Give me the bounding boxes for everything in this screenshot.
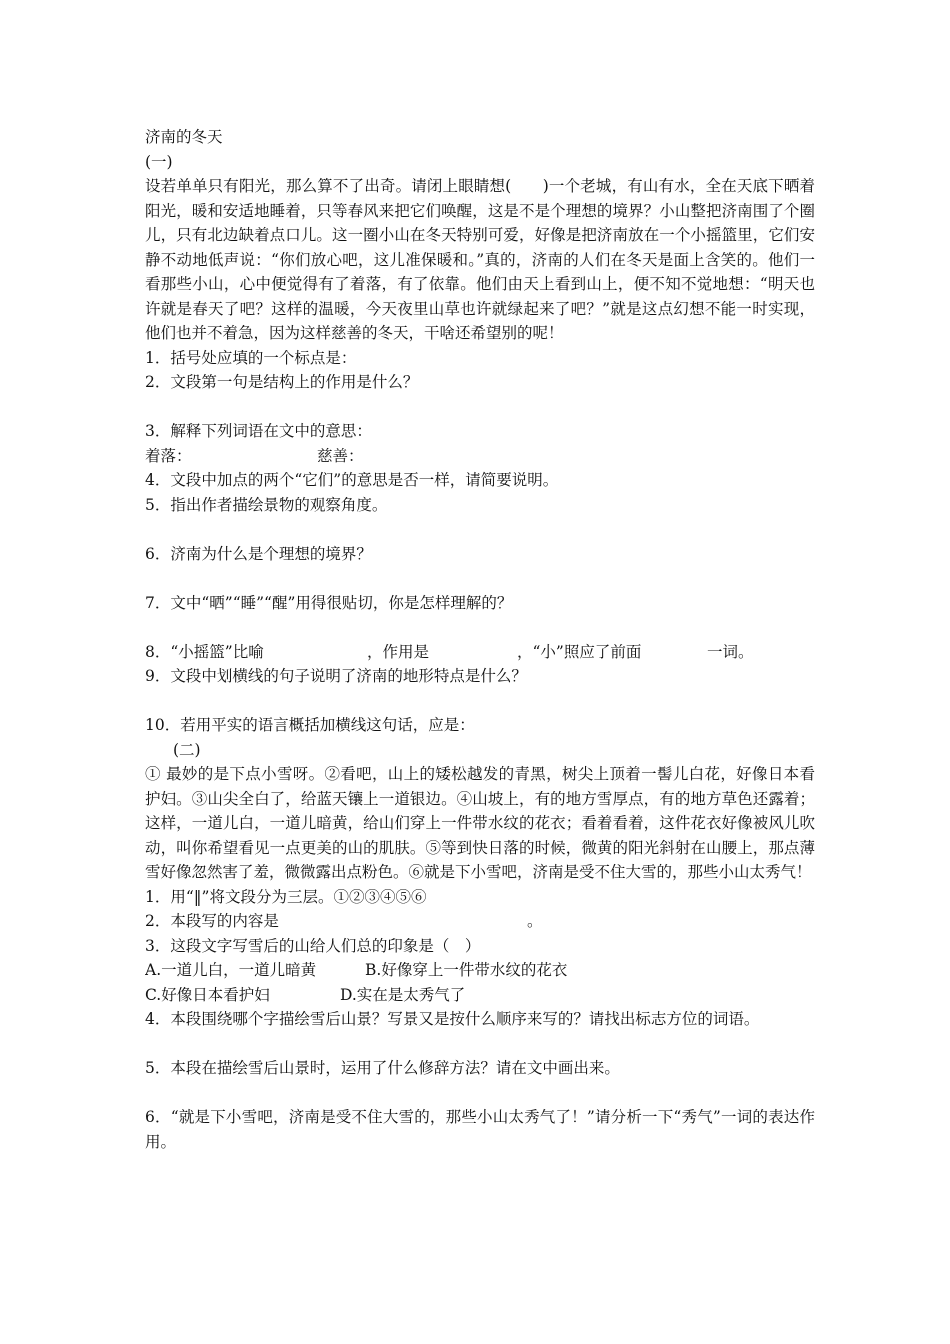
s2-question-6: 6．“就是下小雪吧，济南是受不住大雪的，那些小山太秀气了！”请分析一下“秀气”一词的表达作用。	[145, 1108, 815, 1151]
section-1-label: (一)	[145, 152, 173, 171]
answer-space	[145, 566, 815, 591]
q8-part-d: 一词。	[707, 642, 754, 661]
s1-question-8	[145, 640, 815, 665]
s2-question-1: 1．用“‖”将文段分为三层。①②③④⑤⑥	[145, 887, 427, 906]
q2-part-b: 。	[527, 912, 543, 930]
answer-space	[145, 517, 815, 542]
q8-part-b: ，作用是	[367, 642, 430, 661]
s2-options-cd	[145, 983, 815, 1008]
s1-question-3: 3．解释下列词语在文中的意思：	[145, 422, 372, 440]
answer-space	[145, 1081, 815, 1106]
s1-question-3-terms	[145, 444, 815, 469]
worksheet	[145, 125, 815, 1154]
section-2-passage: ① 最妙的是下点小雪呀。②看吧，山上的矮松越发的青黑，树尖上顶着一髻儿白花，好像日本看护妇。③山尖全白了，给蓝天镶上一道银边。④山坡上，有的地方雪厚点，有的地方草色还露着；这样，一道儿白，一道儿暗黄，给山们穿上一件带水纹的花衣；看着看着，这件花衣好像被风儿吹动，叫你希望看见一点更美的山的肌肤。⑤等到快日落的时候，微黄的阳光斜射在山腰上，那点薄雪好像忽然害了羞，微微露出点粉色。⑥就是下小雪吧，济南是受不住大雪的，那些小山太秀气！	[145, 765, 815, 881]
s1-question-9: 9．文段中划横线的句子说明了济南的地形特点是什么？	[145, 667, 527, 685]
option-a: A.一道儿白，一道儿暗黄	[145, 961, 317, 979]
section-1-passage: 设若单单只有阳光，那么算不了出奇。请闭上眼睛想( )一个老城，有山有水，全在天底下晒着阳光，暖和安适地睡着，只等春风来把它们唤醒，这是不是个理想的境界？小山整把济南围了个圈儿，只有北边缺着点口儿。这一圈小山在冬天特别可爱，好像是把济南放在一个小摇篮里，它们安静不动地低声说：“你们放心吧，这儿准保暖和。”真的，济南的人们在冬天是面上含笑的。他们一看那些小山，心中便觉得有了着落，有了依靠。他们由天上看到山上，便不知不觉地想：“明天也许就是春天了吧？这样的温暖，今天夜里山草也许就绿起来了吧？”就是这点幻想不能一时实现，他们也并不着急，因为这样慈善的冬天，干啥还希望别的呢！	[145, 177, 815, 342]
s2-question-4: 4．本段围绕哪个字描绘雪后山景？写景又是按什么顺序来写的？请找出标志方位的词语。	[145, 1010, 760, 1028]
s1-question-4: 4．文段中加点的两个“它们”的意思是否一样，请简要说明。	[145, 471, 559, 489]
term-cishan: 慈善：	[317, 446, 364, 465]
s2-question-2	[145, 909, 815, 934]
s1-question-1: 1．括号处应填的一个标点是：	[145, 348, 357, 367]
s2-question-5: 5．本段在描绘雪后山景时，运用了什么修辞方法？请在文中画出来。	[145, 1059, 620, 1077]
s1-question-5: 5．指出作者描绘景物的观察角度。	[145, 495, 388, 514]
answer-space	[145, 1032, 815, 1057]
s2-question-3: 3．这段文字写雪后的山给人们总的印象是（ ）	[145, 936, 481, 955]
s1-question-7: 7．文中“晒”“睡”“醒”用得很贴切，你是怎样理解的？	[145, 593, 513, 612]
option-b: B.好像穿上一件带水纹的花衣	[365, 961, 568, 979]
s1-question-10: 10．若用平实的语言概括加横线这句话，应是：	[145, 716, 475, 734]
document-title: 济南的冬天	[145, 128, 223, 146]
section-2-label: (二)	[173, 740, 201, 759]
s2-options-ab	[145, 958, 815, 983]
s1-question-2: 2．文段第一句是结构上的作用是什么？	[145, 373, 419, 391]
option-c: C.好像日本看护妇	[145, 985, 270, 1004]
term-zhuoluo: 着落：	[145, 446, 192, 465]
answer-space	[145, 395, 815, 420]
answer-space	[145, 615, 815, 640]
s1-question-6: 6．济南为什么是个理想的境界？	[145, 544, 372, 563]
option-d: D.实在是太秀气了	[340, 985, 466, 1004]
answer-space	[145, 689, 815, 714]
q8-part-a: 8．“小摇篮”比喻	[145, 642, 264, 661]
q8-part-c: ，“小”照应了前面	[517, 642, 642, 661]
q2-part-a: 2．本段写的内容是	[145, 912, 279, 930]
